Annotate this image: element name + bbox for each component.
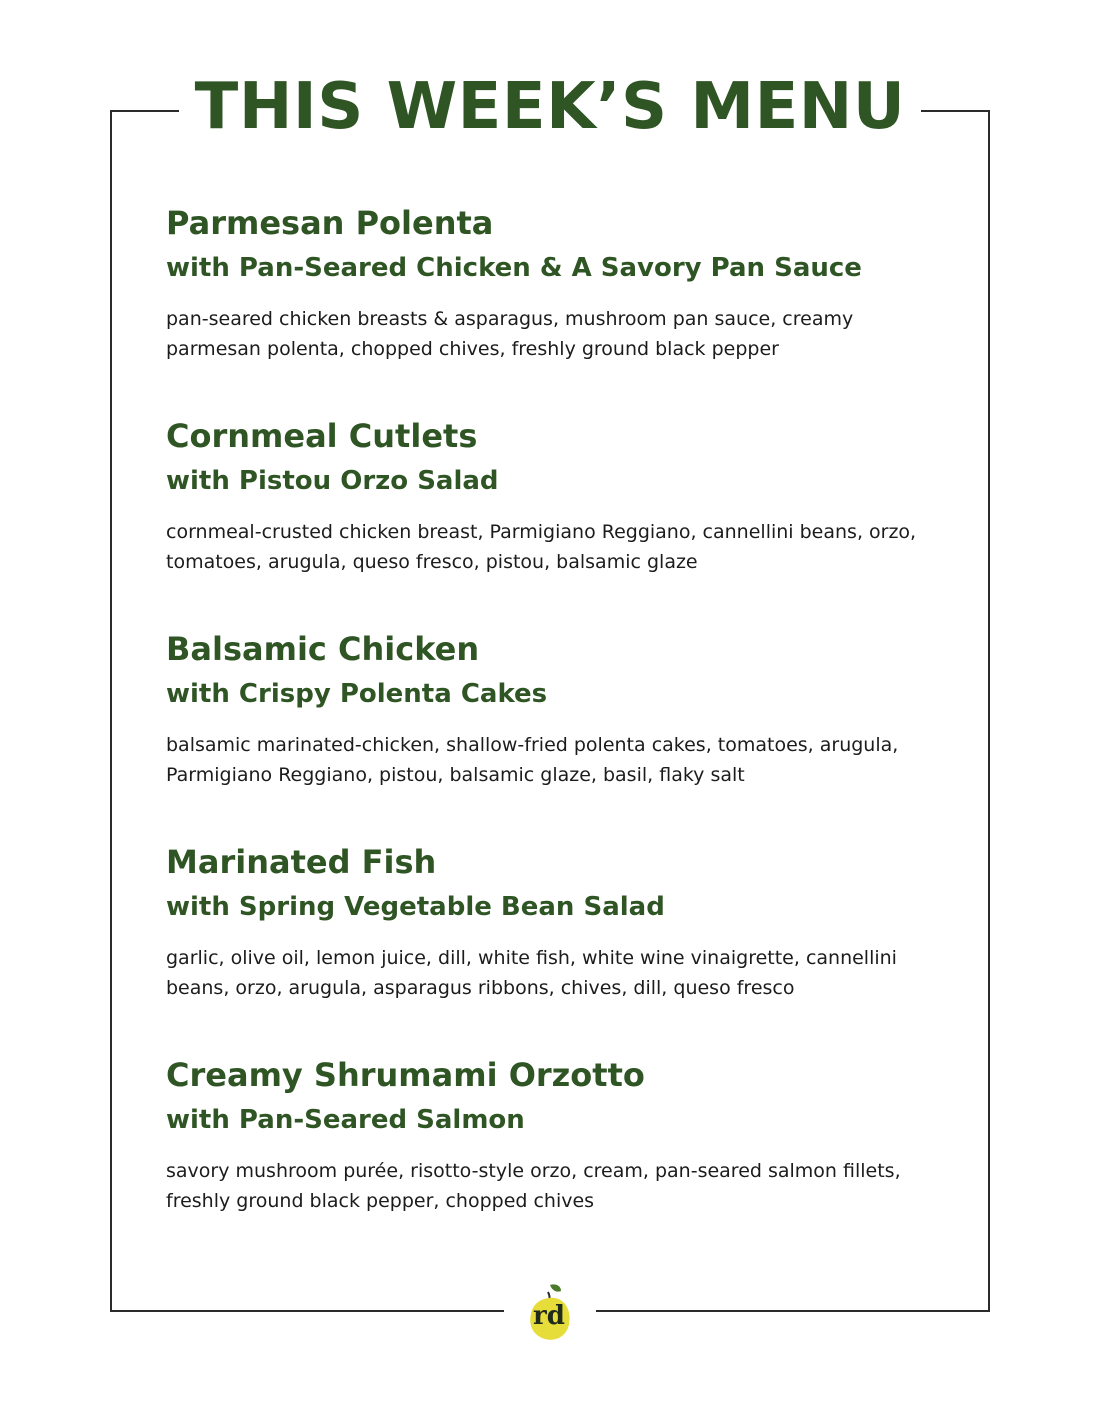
dish-name: Cornmeal Cutlets (166, 417, 478, 455)
title-area (0, 62, 1100, 152)
menu-item (166, 626, 936, 839)
menu-list (166, 200, 936, 1265)
dish-description: cornmeal-crusted chicken breast, Parmigiano Reggiano, cannellini beans, orzo, tomatoes, arugula, queso fresco, pistou, balsamic glaze (166, 521, 917, 573)
menu-item (166, 413, 936, 626)
dish-description: savory mushroom purée, risotto-style orzo, cream, pan-seared salmon fillets, freshly ground black pepper, chopped chives (166, 1160, 901, 1212)
menu-item (166, 839, 936, 1052)
dish-description: garlic, olive oil, lemon juice, dill, white fish, white wine vinaigrette, cannellini beans, orzo, arugula, asparagus ribbons, chives, dill, queso fresco (166, 947, 897, 999)
dish-subtitle: with Pan-Seared Chicken & A Savory Pan Sauce (166, 253, 862, 283)
logo-text: rd (533, 1301, 565, 1331)
dish-description: pan-seared chicken breasts & asparagus, mushroom pan sauce, creamy parmesan polenta, chopped chives, freshly ground black pepper (166, 308, 854, 360)
page-title: THIS WEEK’S MENU (179, 62, 922, 152)
dish-subtitle: with Pan-Seared Salmon (166, 1105, 525, 1135)
dish-name: Creamy Shrumami Orzotto (166, 1056, 645, 1094)
menu-item (166, 1052, 936, 1265)
dish-subtitle: with Spring Vegetable Bean Salad (166, 892, 665, 922)
footer-logo (504, 1282, 596, 1344)
dish-name: Parmesan Polenta (166, 204, 494, 242)
menu-item (166, 200, 936, 413)
dish-name: Marinated Fish (166, 843, 437, 881)
dish-subtitle: with Crispy Polenta Cakes (166, 679, 548, 709)
dish-name: Balsamic Chicken (166, 630, 480, 668)
dish-description: balsamic marinated-chicken, shallow-fried polenta cakes, tomatoes, arugula, Parmigiano Reggiano, pistou, balsamic glaze, basil, flaky salt (166, 734, 899, 786)
lemon-logo-icon (520, 1282, 580, 1344)
dish-subtitle: with Pistou Orzo Salad (166, 466, 499, 496)
